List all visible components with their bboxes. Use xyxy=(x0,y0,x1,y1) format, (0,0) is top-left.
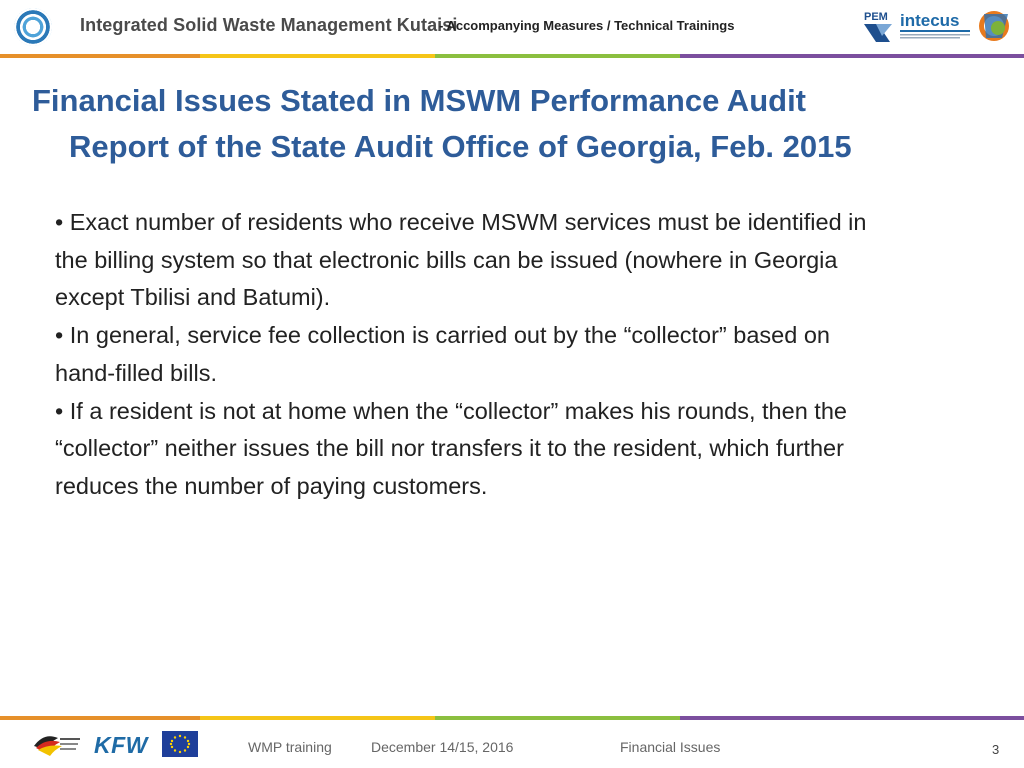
ecology-logo-icon xyxy=(14,8,52,46)
footer-training: WMP training xyxy=(248,739,332,755)
footer-date: December 14/15, 2016 xyxy=(371,739,514,755)
eu-flag-icon xyxy=(162,731,198,757)
bullet-item: • Exact number of residents who receive MSWM services must be identified in the billing system so that electronic bills can be issued (nowhere in Georgia except Tbilisi and Batumi). xyxy=(55,209,867,311)
footer-color-bar xyxy=(0,716,1024,720)
app-title: Integrated Solid Waste Management Kutaisi xyxy=(80,15,458,35)
header xyxy=(0,0,1024,56)
slide-title xyxy=(32,78,992,170)
partner-logos-icon xyxy=(862,6,1014,48)
bullet-item: • If a resident is not at home when the “collector” makes his rounds, then the “collector” neither issues the bill nor transfers it to the resident, which further reduces the number of paying customers. xyxy=(55,397,847,499)
breadcrumb: - Accompanying Measures / Technical Trainings xyxy=(439,18,735,33)
slide-title-line-1: Financial Issues Stated in MSWM Performance Audit xyxy=(32,83,807,118)
footer-topic: Financial Issues xyxy=(620,739,721,755)
bullet-list xyxy=(55,204,875,506)
german-cooperation-logo-icon xyxy=(30,728,82,760)
page-number: 3 xyxy=(992,742,1000,757)
kfw-logo: KFW xyxy=(94,732,148,758)
slide-title-line-2: Report of the State Audit Office of Georgia, Feb. 2015 xyxy=(69,129,852,164)
bullet-item: • In general, service fee collection is carried out by the “collector” based on hand-filled bills. xyxy=(55,322,830,386)
partner-logo-2-text: intecus xyxy=(900,11,960,30)
header-color-bar xyxy=(0,54,1024,58)
partner-logo-1-text: PEM xyxy=(864,11,888,23)
